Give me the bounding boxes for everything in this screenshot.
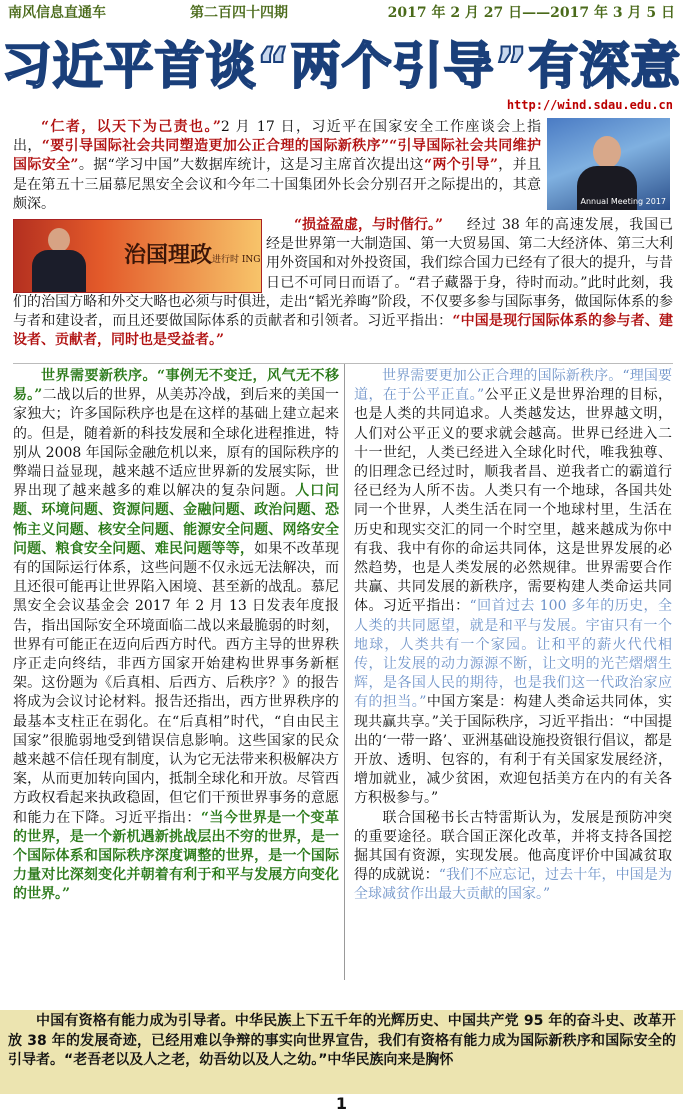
intro-paragraph-1: “仁者，以天下为己责也。”2 月 17 日，习近平在国家安全工作座谈会上指出，“要引导国际社会共同塑造更加公正合理的国际新秩序”“引导国际社会共同维护国际安全”。据“学习中国”大数据库统计，这是习主席首次提出这“两个引导”，并且是在第五十三届慕尼黑安全会议和今年二十国集团外长会分别召开之际提出的，其意颇深。 <box>13 119 542 212</box>
page-title: 习近平首谈“两个引导”有深意 <box>1 37 682 95</box>
publication-name: 南风信息直通车 <box>8 5 106 21</box>
right-column-text: 世界需要更加公正合理的国际新秩序。“理国要道，在于公平正直。”公平正义是世界治理的目标，也是人类的共同追求。人类越发达，世界越文明，人们对公平正义的要求就会越高。世界已经进入二十一世纪，人类已经进入全球化时代，唯我独尊、的旧理念已经过时，顺我者昌、逆我者亡的霸道行径已经为人所不齿。人类只有一个地球，各国共处同一个世界，人类生活在同一个地球村里，生活在历史和现实交汇的同一个时空里，越来越成为你中有我、我中有你的命运共同体，这是世界发展的必然趋势，也是人类发展的必然规律。世界需要合作共赢、共同发展的新秩序，需要构建人类命运共同体。习近平指出：“回首过去 100 多年的历史，全人类的共同愿望，就是和平与发展。宇宙只有一个地球，人类共有一个家园。让和平的薪火代代相传，让发展的动力源源不断，让文明的光芒熠熠生辉，是各国人民的期待，也是我们这一代政治家应有的担当。”中国方案是：构建人类命运共同体，实现共赢共享。”关于国际秩序，习近平指出：“中国提出的‘一带一路’、亚洲基础设施投资银行倡议，都是开放、透明、包容的，有利于有关国家发展经济，增加就业，减少贫困，欢迎包括美方在内的有关各方积极参与。” 联合国秘书长古特雷斯认为，发展是预防冲突的重要途径。联合国正深化改革，并将支持各国挖掘其国有资源，实现发展。他高度评价中国减贫取得的成就说：“我们不应忘记，过去十年，中国是为全球减贫作出最大贡献的国家。” <box>354 368 673 903</box>
issue-number: 第二百四十四期 <box>190 5 288 21</box>
intro-paragraph-2: “损益盈虚，与时偕行。” <box>294 217 444 233</box>
banner-text: 治国理政进行时 ING <box>124 242 261 268</box>
source-url[interactable]: http://wind.sdau.edu.cn <box>506 98 673 112</box>
issue-date-range: 2017 年 2 月 27 日——2017 年 3 月 5 日 <box>387 5 675 21</box>
left-column-text: 世界需要新秩序。“事例无不变迁，风气无不移易。”二战以后的世界，从美苏冷战，到后来的美国一家独大；许多国际秩序也是在这样的基础上建立起来的。但是，随着新的科技发展和全球化进程推进，特别从 2008 年国际金融危机以来，原有的国际秩序的弊端日益显现，越来越不适应世界新的发展实际，世界出现了越来越多的难以解决的复杂问题。人口问题、环境问题、资源问题、金融问题、政治问题、恐怖主义问题、核安全问题、能源安全问题、网络安全问题、粮食安全问题、难民问题等等，如果不改革现有的国际运行体系，这些问题不仅永远无法解决，而且还很可能再让世界陷入困境、甚至新的战乱。慕尼黑安全会议基金会 2017 年 2 月 13 日发表年度报告，指出国际安全环境面临二战以来最脆弱的时刻，世界有可能正在迈向后西方时代。西方主导的世界秩序正走向终结，非西方国家开始建构世界事务新框架。这份题为《后真相、后西方、后秩序？》的报告将成为会议讨论材料。报告还指出，西方世界秩序的最基本支柱正在弱化。在“后真相”时代，“自由民主国家”很脆弱地受到错误信息影响。这些国家的民众越来越不信任现有制度，认为它无法带来积极解决方案，从而更加转向国内，抵制全球化和开放。尽管西方政权看起来执政稳固，但它们干预世界事务的意愿和能力在下降。习近平指出：“当今世界是一个变革的世界，是一个新机遇新挑战层出不穷的世界，是一个国际体系和国际秩序深度调整的世界，是一个国际力量对比深刻变化并朝着有利于和平与发展方向变化的世界。” <box>13 368 340 903</box>
intro-paragraph-2-body: 经过 38 年的高速发展，我国已经是世界第一大制造国、第一大贸易国、第二大经济体、第三大利用外资国和对外投资国，我们综合国力已经有了很大的提升，与昔日已不可同日而语了。“君子藏器于身，待时而动。”此时此刻，我们的治国方略和外交大略也必须与时俱进，走出“韬光养晦”阶段，不仅要多参与国际事务，做国际体系的参与者和建设者，而且还要做国际体系的贡献者和引领者。习近平指出：“中国是现行国际体系的参与者、建设者、贡献者，同时也是受益者。” <box>13 217 673 349</box>
page-number: 1 <box>335 1094 348 1113</box>
column-divider <box>344 364 345 980</box>
highlight-box <box>0 1010 683 1094</box>
masthead <box>0 0 683 22</box>
photo-person-head <box>593 136 621 168</box>
xi-speech-photo <box>547 118 670 210</box>
photo-logo-text: Annual Meeting 2017 <box>580 197 666 206</box>
highlight-text: 中国有资格有能力成为引导者。中华民族上下五千年的光辉历史、中国共产党 95 年的奋斗史、改革开放 38 年的发展奇迹，已经用难以争辩的事实向世界宣告，我们有资格有能力成为国际新秩序和国际安全的引导者。“老吾老以及人之老，幼吾幼以及人之幼。”中华民族向来是胸怀 <box>8 1013 676 1068</box>
section-divider <box>13 363 673 364</box>
